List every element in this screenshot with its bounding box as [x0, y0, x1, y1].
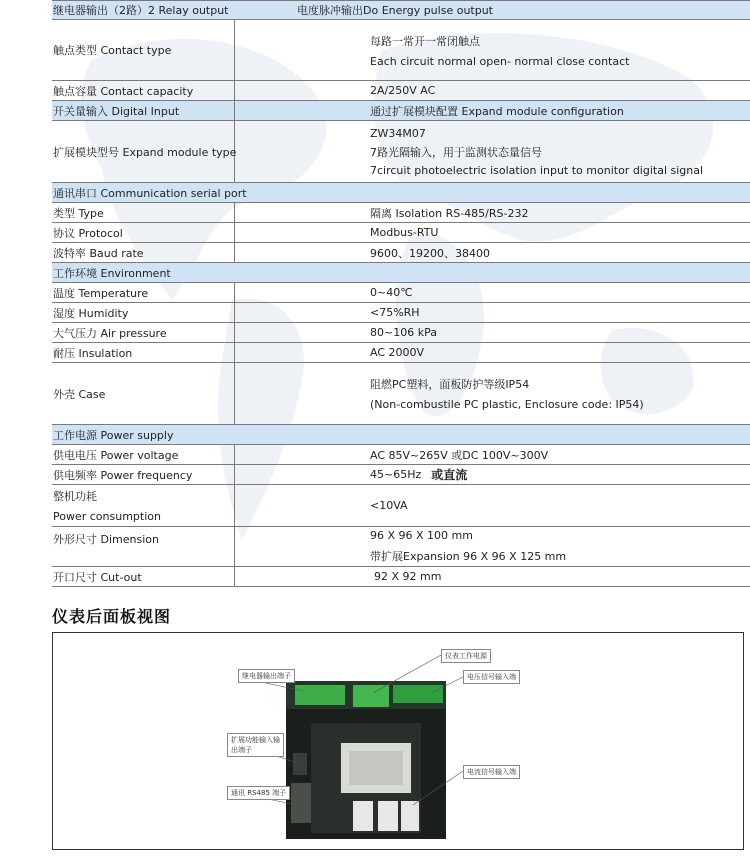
temperature-label: 温度 Temperature — [52, 283, 235, 302]
expand-module-line3: 7circuit photoelectric isolation input to monitor digital signal — [370, 163, 704, 177]
callout-voltage-input: 电压信号输入端 — [463, 670, 520, 684]
contact-type-row — [52, 20, 750, 81]
power-voltage-row — [52, 445, 750, 465]
temperature-value: 0~40℃ — [370, 286, 413, 299]
expand-module-label: 扩展模块型号 Expand module type — [52, 121, 235, 182]
baud-rate-row — [52, 243, 750, 263]
dimension-line1: 96 X 96 X 100 mm — [370, 529, 473, 542]
power-header: 工作电源 Power supply — [53, 428, 174, 442]
pulse-header: 电度脉冲输出Do Energy pulse output — [297, 4, 493, 17]
dimension-row — [52, 527, 750, 567]
air-pressure-row — [52, 323, 750, 343]
protocol-row — [52, 223, 750, 243]
expand-module-row — [52, 121, 750, 183]
cutout-label: 开口尺寸 Cut-out — [52, 567, 235, 586]
rear-view-title: 仪表后面板视图 — [52, 607, 172, 626]
power-frequency-row — [52, 465, 750, 485]
callout-expand-module-line1: 扩展功能输入输 — [231, 736, 280, 744]
contact-type-cn: 每路一常开一常闭触点 — [370, 34, 480, 48]
expand-module-line1: ZW34M07 — [370, 126, 426, 140]
humidity-row — [52, 303, 750, 323]
contact-capacity-label: 触点容量 Contact capacity — [52, 81, 235, 100]
cutout-value: 92 X 92 mm — [374, 570, 442, 583]
contact-capacity-value: 2A/250V AC — [370, 84, 436, 97]
comm-header-row — [52, 183, 750, 203]
digital-input-row — [52, 101, 750, 121]
insulation-value: AC 2000V — [370, 346, 425, 359]
power-voltage-label: 供电电压 Power voltage — [52, 445, 235, 464]
type-value: 隔离 Isolation RS-485/RS-232 — [370, 206, 529, 220]
case-row — [52, 363, 750, 425]
cutout-row — [52, 567, 750, 587]
contact-type-label: 触点类型 Contact type — [52, 20, 235, 80]
dimension-line2: 带扩展Expansion 96 X 96 X 125 mm — [370, 550, 567, 563]
case-en: (Non-combustile PC plastic, Enclosure code: IP54) — [370, 398, 644, 411]
callout-expand-module-line2: 出端子 — [231, 746, 252, 754]
expand-module-value — [370, 121, 703, 182]
callout-rs485: 通讯 RS485 端子 — [227, 786, 290, 800]
power-consumption-label-en: Power consumption — [53, 510, 161, 523]
env-header-row — [52, 263, 750, 283]
case-value — [370, 363, 644, 424]
baud-rate-value: 9600、19200、38400 — [370, 246, 490, 260]
type-label: 类型 Type — [52, 203, 235, 222]
dimension-label: 外形尺寸 Dimension — [52, 527, 235, 566]
air-pressure-label: 大气压力 Air pressure — [52, 323, 235, 342]
digital-input-value: 通过扩展模块配置 Expand module configuration — [370, 104, 624, 118]
humidity-value: <75%RH — [370, 306, 420, 319]
contact-capacity-row — [52, 81, 750, 101]
protocol-value: Modbus-RTU — [370, 226, 439, 239]
power-voltage-value: AC 85V~265V 或DC 100V~300V — [370, 448, 549, 462]
baud-rate-label: 波特率 Baud rate — [52, 243, 235, 262]
dimension-value — [370, 527, 566, 566]
comm-header: 通讯串口 Communication serial port — [53, 186, 247, 200]
power-consumption-label — [52, 485, 235, 526]
rear-panel-figure — [52, 632, 744, 850]
insulation-row — [52, 343, 750, 363]
callout-expand-module — [227, 733, 284, 757]
power-consumption-label-cn: 整机功耗 — [53, 490, 97, 503]
meter-rear-illustration — [53, 633, 743, 849]
power-frequency-label: 供电频率 Power frequency — [52, 465, 235, 484]
relay-header: 继电器输出（2路）2 Relay output — [53, 4, 229, 17]
humidity-label: 湿度 Humidity — [52, 303, 235, 322]
power-frequency-dc: 或直流 — [431, 468, 468, 482]
spec-table — [52, 0, 750, 588]
callout-power-supply: 仪表工作电源 — [441, 649, 491, 663]
contact-type-en: Each circuit normal open- normal close contact — [370, 54, 630, 68]
insulation-label: 耐压 Insulation — [52, 343, 235, 362]
protocol-label: 协议 Protocol — [52, 223, 235, 242]
case-label: 外壳 Case — [52, 363, 235, 424]
power-consumption-row — [52, 485, 750, 527]
contact-type-value — [370, 20, 629, 80]
expand-module-line2: 7路光隔输入，用于监测状态量信号 — [370, 145, 542, 159]
power-frequency-value — [370, 465, 467, 484]
case-cn: 阻燃PC塑料，面板防护等级IP54 — [370, 378, 530, 391]
power-frequency-range: 45~65Hz — [370, 468, 422, 481]
digital-input-label: 开关量输入 Digital Input — [52, 101, 235, 120]
type-row — [52, 203, 750, 223]
temperature-row — [52, 283, 750, 303]
callout-current-input: 电流信号输入端 — [463, 765, 520, 779]
env-header: 工作环境 Environment — [53, 266, 171, 280]
callout-relay-terminal: 继电器输出端子 — [238, 669, 295, 683]
power-consumption-value: <10VA — [370, 499, 408, 512]
power-header-row — [52, 425, 750, 445]
air-pressure-value: 80~106 kPa — [370, 326, 437, 339]
relay-header-row — [52, 0, 750, 20]
